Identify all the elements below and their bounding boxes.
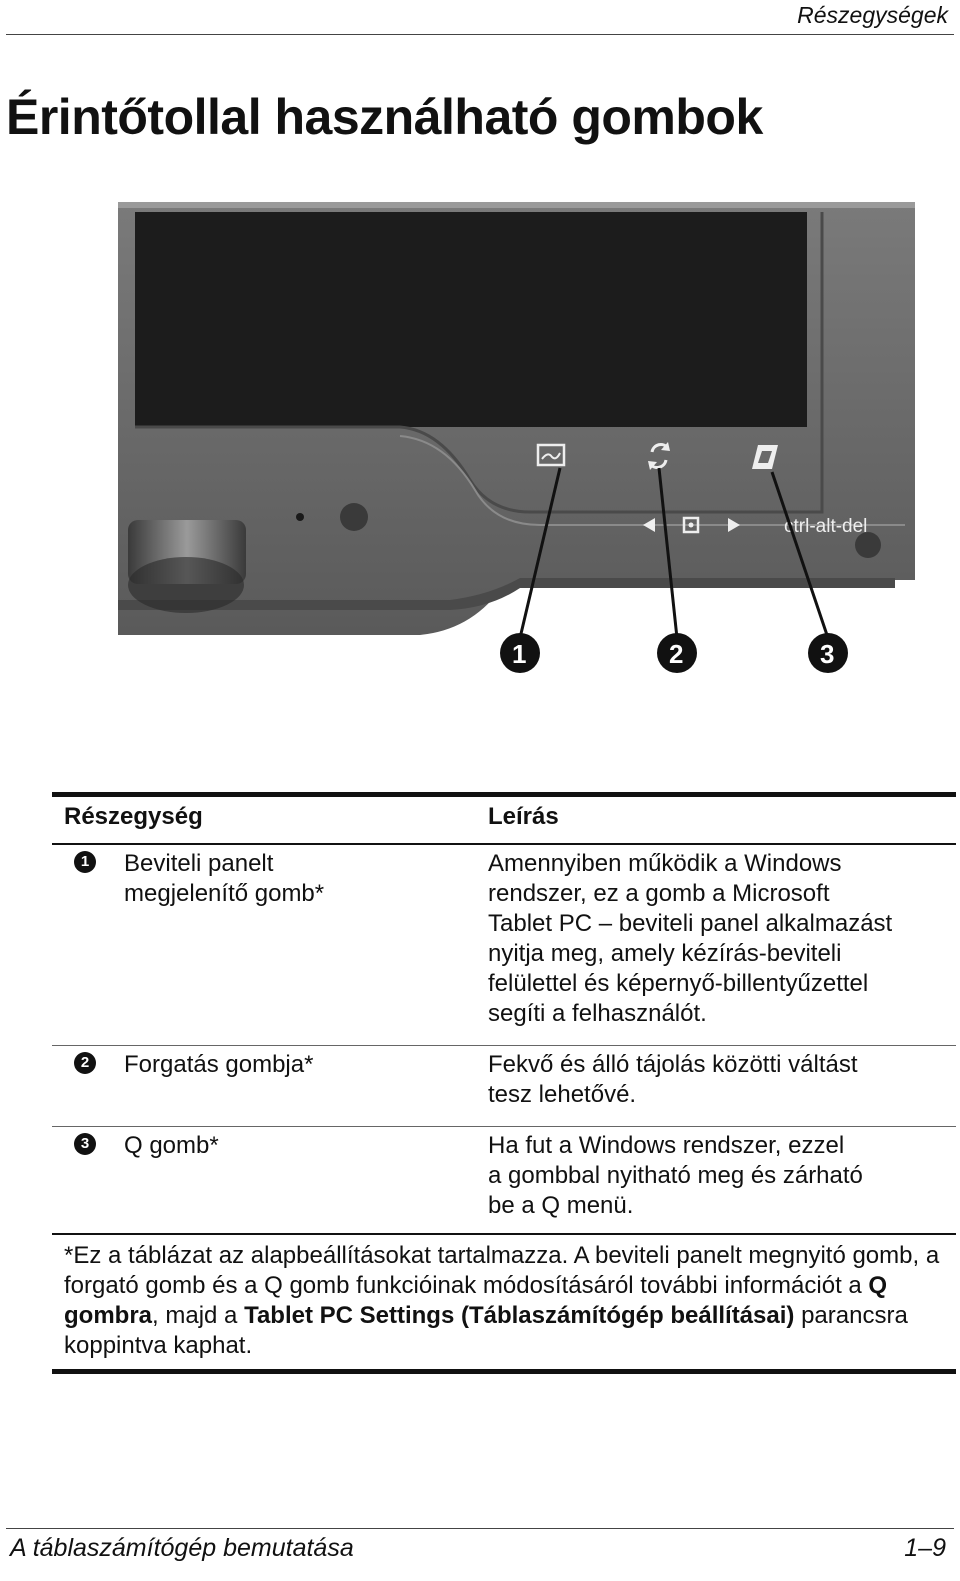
footer-section-title: A táblaszámítógép bemutatása bbox=[10, 1534, 354, 1562]
component-name: Q gomb* bbox=[124, 1132, 219, 1159]
indicator-light bbox=[296, 513, 304, 521]
callout-2-label: 2 bbox=[669, 639, 684, 669]
footer-rule bbox=[6, 1528, 954, 1529]
component-description: Amennyiben működik a Windows rendszer, ez a gomb a Microsoft Tablet PC – beviteli panel alkalmazást nyitja meg, amely kézírás-beviteli felülettel és képernyő-billentyűzettel segíti a felhasználót. bbox=[488, 850, 893, 1027]
note-text-3: parancsra koppintva kaphat. bbox=[64, 1302, 908, 1359]
row-number-badge: 2 bbox=[74, 1052, 96, 1074]
tablet-bezel-figure bbox=[0, 190, 960, 690]
ctrl-alt-del-label: ctrl-alt-del bbox=[784, 516, 868, 537]
component-description: Fekvő és álló tájolás közötti váltást tesz lehetővé. bbox=[488, 1051, 858, 1108]
row-number-badge: 1 bbox=[74, 851, 96, 873]
header-rule bbox=[6, 34, 954, 35]
component-name: Forgatás gombja* bbox=[124, 1051, 314, 1078]
page-title: Érintőtollal használható gombok bbox=[6, 89, 763, 145]
table-bottom-rule bbox=[52, 1369, 956, 1374]
note-bold-settings: Tablet PC Settings (Táblaszámítógép beállításai) bbox=[244, 1302, 795, 1329]
camera-lens bbox=[340, 503, 368, 531]
callout-3-label: 3 bbox=[820, 639, 835, 669]
table-header-row bbox=[52, 797, 956, 843]
note-text-1: *Ez a táblázat az alapbeállításokat tartalmazza. A beviteli panelt megnyitó gomb, a forgató gomb és a Q gomb funkcióinak módosításáról további információt a bbox=[64, 1242, 940, 1299]
component-name: Beviteli panelt megjelenítő gomb* bbox=[124, 850, 325, 907]
row-number-badge: 3 bbox=[74, 1133, 96, 1155]
component-table bbox=[52, 792, 956, 1374]
running-head: Részegységek bbox=[797, 2, 948, 28]
page-number: 1–9 bbox=[904, 1534, 946, 1562]
callout-1-label: 1 bbox=[512, 639, 527, 669]
header-description: Leírás bbox=[488, 803, 559, 830]
note-text-2: , majd a bbox=[152, 1302, 245, 1329]
tablet-bezel-illustration bbox=[0, 190, 960, 690]
component-description: Ha fut a Windows rendszer, ezzel a gombbal nyitható meg és zárható be a Q menü. bbox=[488, 1132, 863, 1219]
table-row bbox=[52, 845, 956, 1045]
table-row bbox=[52, 1046, 956, 1126]
table-row bbox=[52, 1127, 956, 1233]
screen bbox=[135, 212, 807, 427]
table-footnote bbox=[52, 1235, 956, 1369]
header-component: Részegység bbox=[64, 803, 203, 830]
note-bold-q-button: Q gombra bbox=[64, 1272, 888, 1329]
